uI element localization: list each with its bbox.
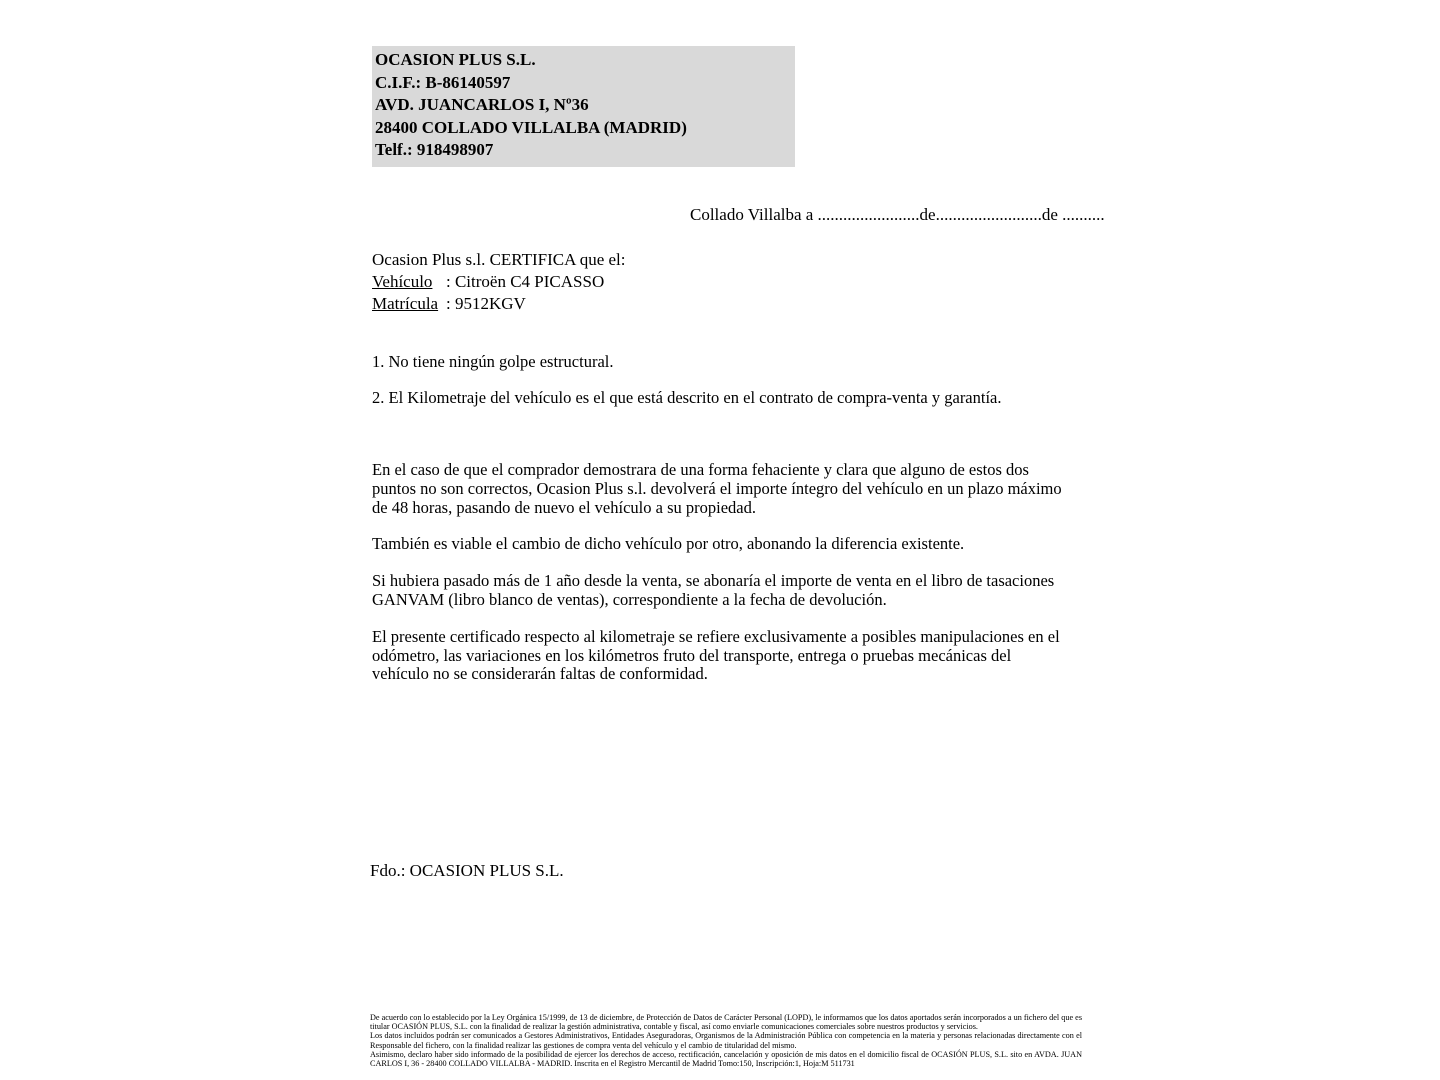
certify-block	[372, 249, 626, 315]
date-line: Collado Villalba a ........................de.........................de ..........	[690, 205, 1105, 224]
company-cif: C.I.F.: B-86140597	[375, 72, 511, 92]
paragraph-refund: En el caso de que el comprador demostrara de una forma fehaciente y clara que alguno de estos dos puntos no son correctos, Ocasion Plus s.l. devolverá el importe íntegro del vehículo en un plazo máximo de 48 horas, pasando de nuevo el vehículo a su propiedad.	[372, 460, 1062, 517]
signature-line: Fdo.: OCASION PLUS S.L.	[370, 861, 564, 880]
legal-footer-line-lopd: De acuerdo con lo establecido por la Ley Orgánica 15/1999, de 13 de diciembre, de Protección de Datos de Carácter Personal (LOPD), le informamos que los datos aportados serán incorporados a un fichero del que es titular OCASIÓN PLUS, S.L. con la finalidad de realizar la gestión administrativa, contable y fiscal, así como enviarle comunicaciones comerciales sobre nuestros productos y servicios.	[370, 1013, 1082, 1032]
vehicle-row	[372, 271, 626, 293]
body-paragraphs	[372, 461, 1072, 684]
certify-intro: Ocasion Plus s.l. CERTIFICA que el:	[372, 250, 626, 269]
paragraph-exchange: También es viable el cambio de dicho vehículo por otro, abonando la diferencia existente.	[372, 534, 965, 554]
company-city: 28400 COLLADO VILLALBA (MADRID)	[375, 117, 687, 137]
plate-value: : 9512KGV	[446, 294, 526, 313]
paragraph-ganvam: Si hubiera pasado más de 1 año desde la venta, se abonaría el importe de venta en el libro de tasaciones GANVAM (libro blanco de ventas), correspondiente a la fecha de devolución.	[372, 571, 1055, 609]
certified-points	[372, 352, 1072, 407]
point-mileage: 2. El Kilometraje del vehículo es el que está descrito en el contrato de compra-venta y garantía.	[372, 388, 1002, 407]
paragraph-odometer: El presente certificado respecto al kilometraje se refiere exclusivamente a posibles manipulaciones en el odómetro, las variaciones en los kilómetros fruto del transporte, entrega o pruebas mecánicas del vehículo no se considerarán faltas de conformidad.	[372, 626, 1060, 684]
plate-row	[372, 293, 626, 315]
company-address: AVD. JUANCARLOS I, Nº36	[375, 95, 589, 114]
company-header-box	[372, 46, 795, 167]
legal-footer	[370, 1013, 1082, 1068]
vehicle-label: Vehículo	[372, 272, 433, 291]
legal-footer-line-data-sharing: Los datos incluidos podrán ser comunicados a Gestores Administrativos, Entidades Aseguradoras, Organismos de la Administración Pública con competencia en la materia y personas relacionadas directamente con el Responsable del fichero, con la finalidad realizar las gestiones de compra venta del vehículo y el cambio de titularidad del mismo.	[370, 1031, 1082, 1050]
company-phone: Telf.: 918498907	[375, 140, 494, 159]
plate-label: Matrícula	[372, 294, 439, 313]
point-structural: 1. No tiene ningún golpe estructural.	[372, 352, 614, 371]
legal-footer-line-rights: Asimismo, declaro haber sido informado de la posibilidad de ejercer los derechos de acceso, rectificación, cancelación y oposición de mis datos en el domicilio fiscal de OCASIÓN PLUS, S.L. sito en AVDA. JUAN CARLOS I, 36 - 28400 COLLADO VILLALBA - MADRID. Inscrita en el Registro Mercantil de Madrid Tomo:150, Inscripción:1, Hoja:M 511731	[370, 1049, 1082, 1069]
company-name: OCASION PLUS S.L.	[375, 50, 536, 69]
vehicle-value: : Citroën C4 PICASSO	[446, 272, 605, 291]
